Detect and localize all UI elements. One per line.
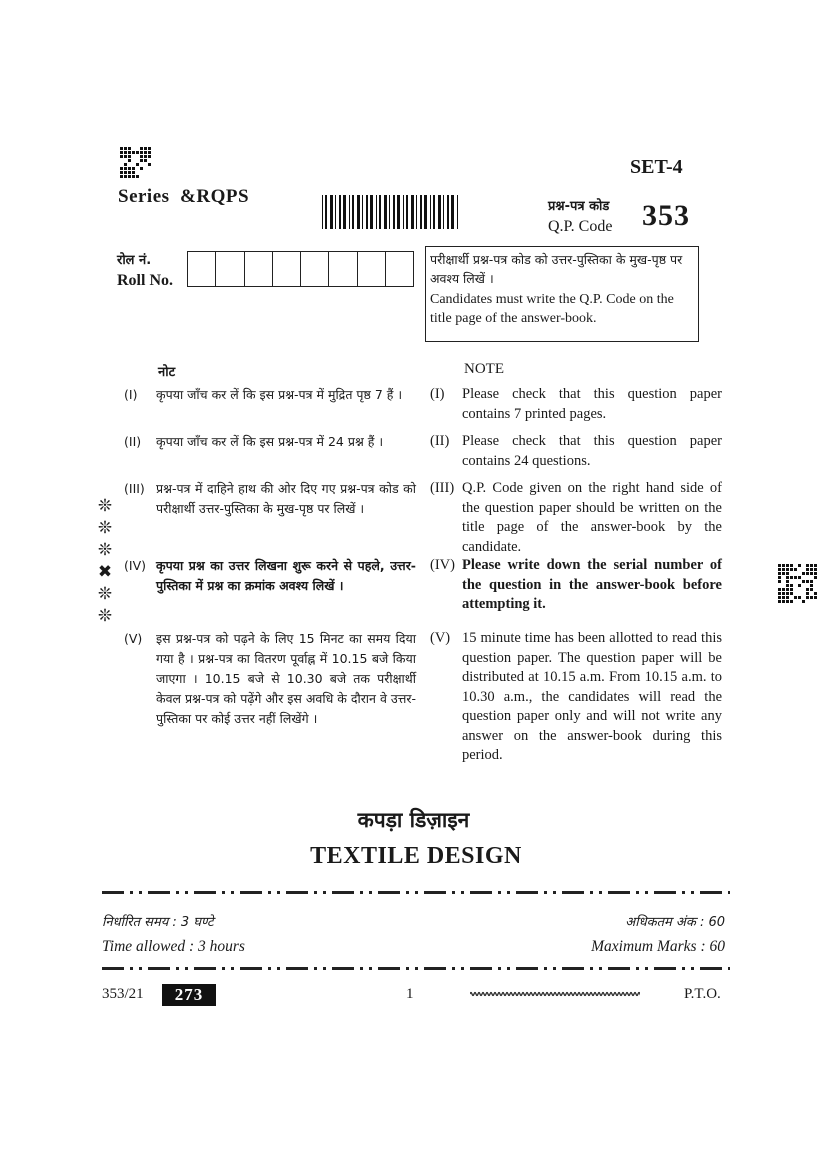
time-allowed-en: Time allowed : 3 hours bbox=[102, 938, 245, 955]
footer-code: 353/21 bbox=[102, 986, 144, 1002]
decorative-star-icons bbox=[95, 495, 115, 627]
note-item-hi: (IV) कृपया प्रश्न का उत्तर लिखना शुरू करने से पहले, उत्तर-पुस्तिका में प्रश्न का क्रमांक अवश्य लिखें । bbox=[124, 558, 416, 593]
roll-label-en: Roll No. bbox=[117, 272, 173, 289]
note-item-hi: (V) इस प्रश्न-पत्र को पढ़ने के लिए 15 मिनट का समय दिया गया है । प्रश्न-पत्र का वितरण पूर्वाह्न में 10.15 बजे किया जाएगा । 10.15 बजे से 10.30 बजे तक परीक्षार्थी केवल प्रश्न-पत्र को पढ़ेंगे और इस अवधि के दौरान वे उत्तर-पुस्तिका पर कोई उत्तर नहीं लिखेंगे । bbox=[124, 631, 416, 726]
note-item-hi: (III) प्रश्न-पत्र में दाहिने हाथ की ओर दिए गए प्रश्न-पत्र कोड को परीक्षार्थी उत्तर-पुस्तिका के मुख-पृष्ठ पर लिखें । bbox=[124, 481, 416, 516]
roll-label-hi: रोल नं. bbox=[117, 253, 152, 268]
footer-badge: 273 bbox=[162, 984, 216, 1006]
wavy-line-icon bbox=[470, 990, 640, 998]
note-item-en: (I) Please check that this question paper contains 7 printed pages. bbox=[430, 386, 722, 422]
note-item-en: (V) 15 minute time has been allotted to read this question paper. The question paper will be distributed at 10.15 a.m. From 10.15 a.m. to 10.30 a.m., the candidates will read the question paper only and will not write any answer on the answer-book during this period. bbox=[430, 630, 722, 763]
qp-code-notice-en: Candidates must write the Q.P. Code on the title page of the answer-book. bbox=[430, 292, 674, 326]
note-item-en: (III) Q.P. Code given on the right hand side of the question paper should be written on the title page of the answer-book by the candidate. bbox=[430, 480, 722, 555]
divider bbox=[102, 891, 730, 894]
series-label: Series &RQPS bbox=[118, 186, 250, 207]
qr-code-icon bbox=[778, 564, 817, 603]
star-icon: ❊ bbox=[97, 540, 113, 560]
note-heading-en: NOTE bbox=[464, 361, 504, 377]
subject-title-hi: कपड़ा डिज़ाइन bbox=[357, 808, 470, 832]
cross-icon: ✖ bbox=[97, 562, 113, 582]
qp-code-notice-box bbox=[425, 246, 699, 342]
note-heading-hi: नोट bbox=[158, 365, 176, 380]
star-icon: ❊ bbox=[97, 584, 113, 604]
page-number: 1 bbox=[406, 986, 414, 1002]
star-icon: ❊ bbox=[97, 518, 113, 538]
qp-code-label-hi: प्रश्न-पत्र कोड bbox=[548, 199, 610, 214]
note-item-en: (II) Please check that this question paper contains 24 questions. bbox=[430, 433, 722, 469]
star-icon: ❊ bbox=[97, 496, 113, 516]
set-label: SET-4 bbox=[630, 156, 683, 178]
qp-code-label-en: Q.P. Code bbox=[548, 218, 613, 235]
barcode bbox=[322, 195, 462, 229]
roll-number-boxes[interactable] bbox=[187, 251, 414, 287]
note-item-en: (IV) Please write down the serial number of the question in the answer-book before attempting it. bbox=[430, 557, 722, 612]
star-icon: ❊ bbox=[97, 606, 113, 626]
qp-code-notice-hi: परीक्षार्थी प्रश्न-पत्र कोड को उत्तर-पुस्तिका के मुख-पृष्ठ पर अवश्य लिखें । bbox=[430, 252, 683, 286]
divider bbox=[102, 967, 730, 970]
qr-code-icon bbox=[120, 147, 151, 178]
subject-title-en: TEXTILE DESIGN bbox=[310, 843, 522, 869]
max-marks-hi: अधिकतम अंक : 60 bbox=[625, 915, 725, 930]
pto-label: P.T.O. bbox=[684, 986, 721, 1002]
qp-code-value: 353 bbox=[642, 199, 690, 232]
note-item-hi: (II) कृपया जाँच कर लें कि इस प्रश्न-पत्र में 24 प्रश्न हैं । bbox=[124, 434, 384, 449]
note-item-hi: (I) कृपया जाँच कर लें कि इस प्रश्न-पत्र में मुद्रित पृष्ठ 7 हैं । bbox=[124, 387, 403, 402]
max-marks-en: Maximum Marks : 60 bbox=[591, 938, 725, 955]
time-allowed-hi: निर्धारित समय : 3 घण्टे bbox=[102, 915, 214, 930]
